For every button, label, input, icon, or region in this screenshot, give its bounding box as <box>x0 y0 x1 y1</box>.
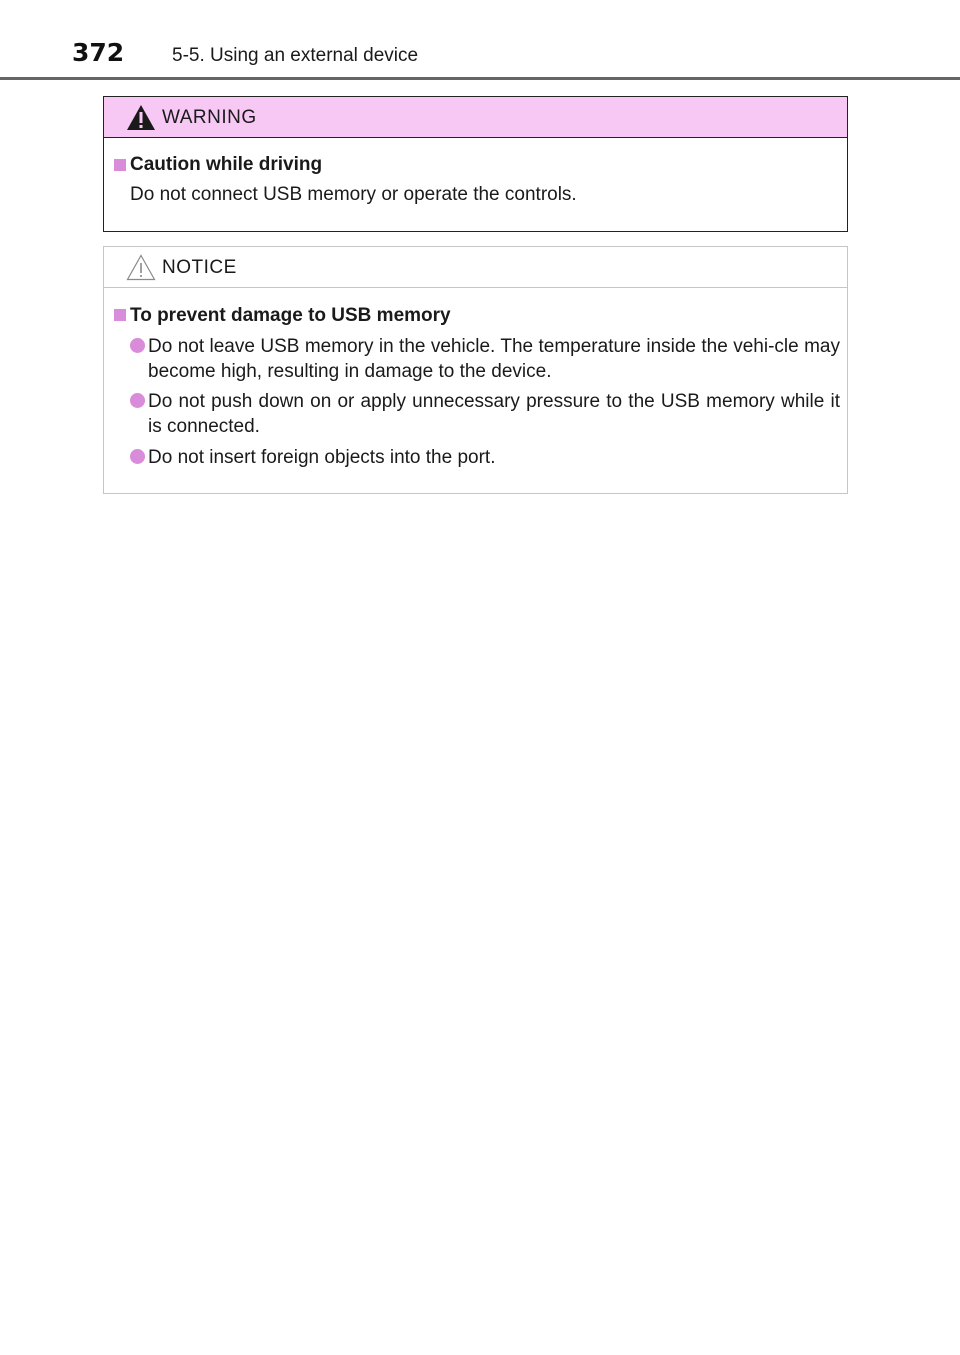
notice-header <box>104 247 847 288</box>
round-bullet-icon <box>130 449 145 464</box>
notice-item: Do not insert foreign objects into the port. <box>148 447 496 468</box>
warning-heading: Caution while driving <box>130 154 323 175</box>
notice-label: NOTICE <box>162 257 237 278</box>
notice-item: Do not push down on or apply unnecessary pressure to the USB memory while it is connected. <box>148 391 840 437</box>
notice-box <box>103 246 848 494</box>
square-bullet-icon <box>114 309 126 321</box>
warning-triangle-icon <box>126 104 156 131</box>
warning-header <box>104 97 847 138</box>
notice-item: Do not leave USB memory in the vehicle. The temperature inside the vehi-cle may become high, resulting in damage to the device. <box>148 336 840 382</box>
warning-label: WARNING <box>162 107 257 128</box>
header-rule <box>0 77 960 80</box>
section-title: 5-5. Using an external device <box>172 45 419 66</box>
square-bullet-icon <box>114 159 126 171</box>
page-header <box>0 0 960 80</box>
round-bullet-icon <box>130 393 145 408</box>
notice-heading: To prevent damage to USB memory <box>130 305 451 326</box>
page-number: 372 <box>72 38 125 67</box>
notice-triangle-icon <box>126 254 156 281</box>
round-bullet-icon <box>130 338 145 353</box>
warning-box <box>103 96 848 232</box>
warning-text: Do not connect USB memory or operate the controls. <box>130 184 577 205</box>
